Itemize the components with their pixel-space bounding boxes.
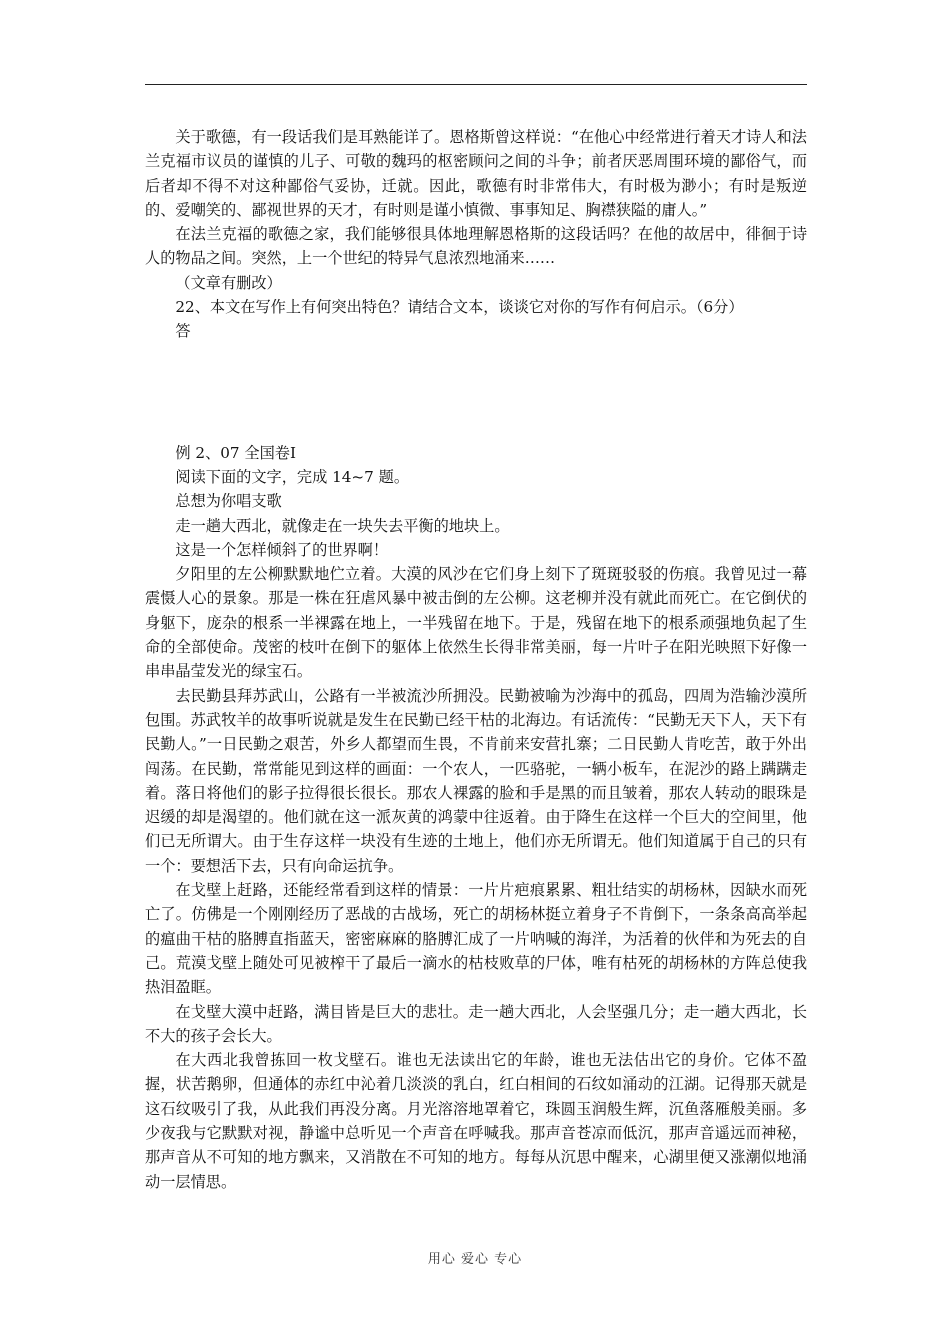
essay-title: 总想为你唱支歌 — [175, 492, 282, 511]
essay-paragraph: 在戈壁上赶路，还能经常看到这样的情景：一片片疤痕累累、粗壮结实的胡杨林，因缺水而死亡了。仿佛是一个刚刚经历了恶战的古战场，死亡的胡杨林挺立着身子不肯倒下，一条条高高举起的瘟曲干枯的胳膊直指蓝天，密密麻麻的胳膊汇成了一片呐喊的海洋，为活着的伙伴和为死去的自己。荒漠戈壁上随处可见被榨干了最后一滴水的枯枝败草的尸体，唯有枯死的胡杨林的方阵总使我热泪盈眶。 — [145, 881, 807, 997]
answer-space — [145, 344, 807, 441]
goethe-paragraph-2: 在法兰克福的歌德之家，我们能够很具体地理解恩格斯的这段话吗？在他的故居中，徘徊于诗人的物品之间。突然，上一个世纪的特异气息浓烈地涌来…… — [145, 225, 807, 268]
page-footer: 用心 爱心 专心 — [427, 1252, 523, 1267]
essay-paragraph: 走一趟大西北，就像走在一块失去平衡的地块上。 — [175, 516, 510, 535]
answer-label: 答 — [175, 322, 191, 341]
document-body — [145, 125, 807, 1194]
essay-paragraph: 夕阳里的左公柳默默地伫立着。大漠的风沙在它们身上刻下了斑斑驳驳的伤痕。我曾见过一幕震慑人心的景象。那是一株在狂虐风暴中被击倒的左公柳。这老柳并没有就此而死亡。在它倒伏的身躯下，庞杂的根系一半裸露在地上，一半残留在地下。于是，残留在地下的根系顽强地负起了生命的全部使命。茂密的枝叶在倒下的躯体上依然生长得非常美丽，每一片叶子在阳光映照下好像一串串晶莹发光的绿宝石。 — [145, 565, 807, 681]
example-heading: 例 2、07 全国卷Ⅰ — [175, 443, 296, 462]
question-22: 22、本文在写作上有何突出特色？请结合文本，谈谈它对你的写作有何启示。（6分） — [175, 298, 744, 317]
essay-paragraph: 去民勤县拜苏武山，公路有一半被流沙所拥没。民勤被喻为沙海中的孤岛，四周为浩输沙漠所包围。苏武牧羊的故事听说就是发生在民勤已经干枯的北海边。有话流传：“民勤无天下人，天下有民勤人。”一日民勤之艰苦，外乡人都望而生畏，不肯前来安营扎寨；二日民勤人肯吃苦，敢于外出闯荡。在民勤，常常能见到这样的画面：一个农人，一匹骆驼，一辆小板车，在泥沙的路上蹒蹒走着。落日将他们的影子拉得很长很长。那农人裸露的脸和手是黑的而且皱着，那农人转动的眼珠是迟缓的却是渴望的。他们就在这一派灰黄的鸿蒙中往返着。由于降生在这样一个巨大的空间里，他们已无所谓大。由于生存这样一块没有生迹的土地上，他们亦无所谓无。他们知道属于自己的只有一个：要想活下去，只有向命运抗争。 — [145, 686, 807, 875]
goethe-paragraph: 关于歌德，有一段话我们是耳熟能详了。恩格斯曾这样说：“在他心中经常进行着天才诗人和法兰克福市议员的谨慎的儿子、可敬的魏玛的枢密顾问之间的斗争；前者厌恶周围环境的鄙俗气，而后者却不得不对这种鄙俗气妥协，迁就。因此，歌德有时非常伟大，有时极为渺小；有时是叛逆的、爱嘲笑的、鄙视世界的天才，有时则是谨小慎微、事事知足、胸襟狭隘的庸人。” — [145, 128, 807, 219]
essay-paragraph: 在戈壁大漠中赶路，满目皆是巨大的悲壮。走一趟大西北，人会坚强几分；走一趟大西北，长不大的孩子会长大。 — [145, 1002, 807, 1045]
essay-paragraph: 在大西北我曾拣回一枚戈壁石。谁也无法读出它的年龄，谁也无法估出它的身价。它体不盈握，状苦鹅卵，但通体的赤红中沁着几淡淡的乳白，红白相间的石纹如涌动的江湖。记得那天就是这石纹吸引了我，从此我们再没分离。月光溶溶地罩着它，珠圆玉润般生辉，沉鱼落雁般美丽。多少夜我与它默默对视，静谧中总听见一个声音在呼喊我。那声音苍凉而低沉，那声音遥远而神秘，那声音从不可知的地方飘来，又消散在不可知的地方。每每从沉思中醒来，心湖里便又涨潮似地涌动一层情思。 — [145, 1051, 807, 1191]
edit-note: （文章有删改） — [175, 273, 282, 292]
reading-instruction: 阅读下面的文字，完成 14~7 题。 — [175, 467, 410, 486]
essay-paragraph: 这是一个怎样倾斜了的世界啊！ — [175, 540, 389, 559]
header-rule — [145, 84, 807, 85]
